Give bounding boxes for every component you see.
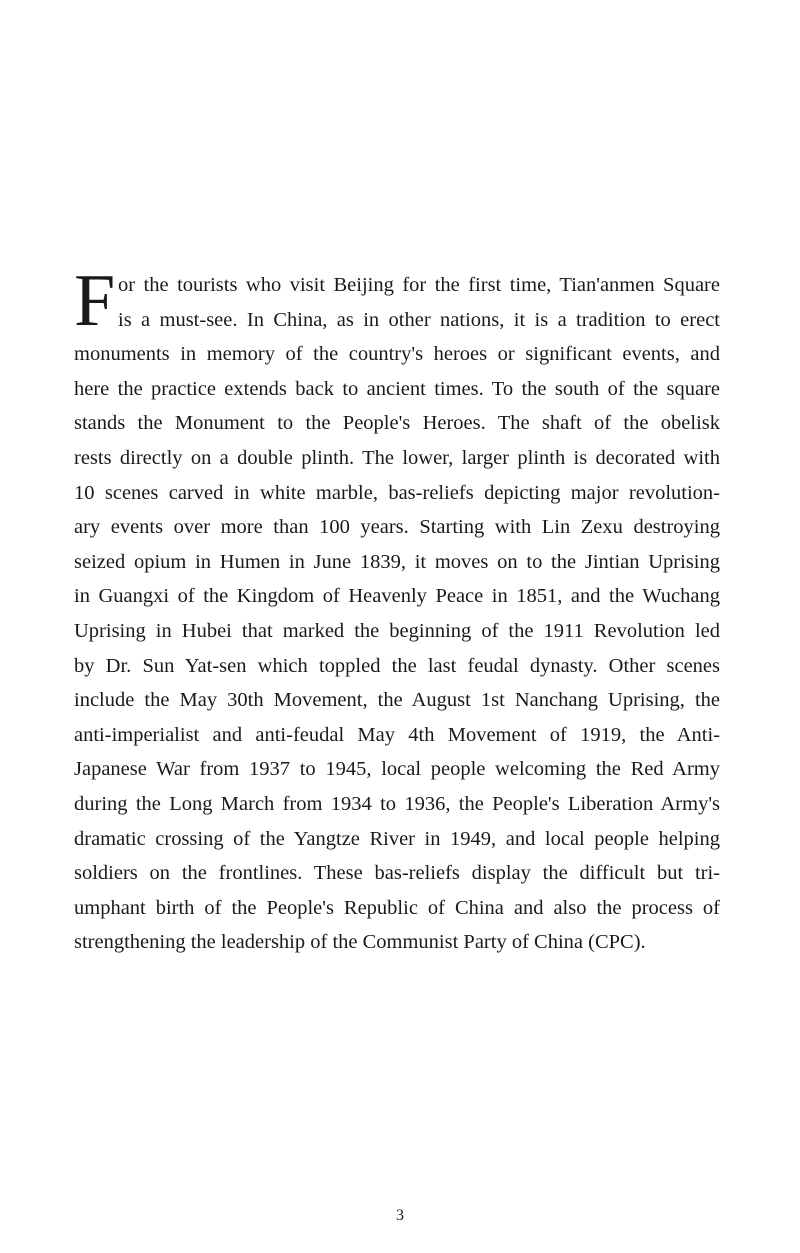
- paragraph-line: Uprising in Hubei that marked the beginning of the 1911 Revolution led: [74, 619, 720, 642]
- paragraph-line: include the May 30th Movement, the August 1st Nanchang Uprising, the: [74, 689, 720, 712]
- paragraph-line: in Guangxi of the Kingdom of Heavenly Peace in 1851, and the Wuchang: [74, 585, 720, 608]
- paragraph-line: Japanese War from 1937 to 1945, local people welcoming the Red Army: [74, 758, 720, 781]
- paragraph-line: soldiers on the frontlines. These bas-reliefs display the difficult but tri-: [74, 862, 720, 885]
- drop-cap-letter: F: [74, 260, 116, 342]
- paragraph-line: rests directly on a double plinth. The lower, larger plinth is decorated with: [74, 446, 720, 469]
- paragraph-line: during the Long March from 1934 to 1936, the People's Liberation Army's: [74, 792, 720, 815]
- page-number: 3: [396, 1207, 404, 1224]
- paragraph-line: is a must-see. In China, as in other nations, it is a tradition to erect: [118, 308, 720, 331]
- paragraph-line: ary events over more than 100 years. Starting with Lin Zexu destroying: [74, 516, 720, 539]
- paragraph-line: strengthening the leadership of the Communist Party of China (CPC).: [74, 931, 646, 954]
- paragraph-line: by Dr. Sun Yat-sen which toppled the last feudal dynasty. Other scenes: [74, 654, 720, 677]
- paragraph-line: seized opium in Humen in June 1839, it moves on to the Jintian Uprising: [74, 550, 720, 573]
- paragraph-line: or the tourists who visit Beijing for the first time, Tian'anmen Square: [118, 274, 720, 296]
- paragraph-line: 10 scenes carved in white marble, bas-reliefs depicting major revolution-: [74, 481, 720, 504]
- paragraph-line: dramatic crossing of the Yangtze River in 1949, and local people helping: [74, 827, 720, 850]
- paragraph-line: umphant birth of the People's Republic of China and also the process of: [74, 896, 720, 919]
- paragraph-line: stands the Monument to the People's Heroes. The shaft of the obelisk: [74, 412, 720, 435]
- paragraph-line: monuments in memory of the country's heroes or significant events, and: [74, 343, 720, 366]
- paragraph-line: here the practice extends back to ancient times. To the south of the square: [74, 377, 720, 400]
- paragraph-line: anti-imperialist and anti-feudal May 4th Movement of 1919, the Anti-: [74, 723, 720, 746]
- article-paragraph: [74, 268, 720, 960]
